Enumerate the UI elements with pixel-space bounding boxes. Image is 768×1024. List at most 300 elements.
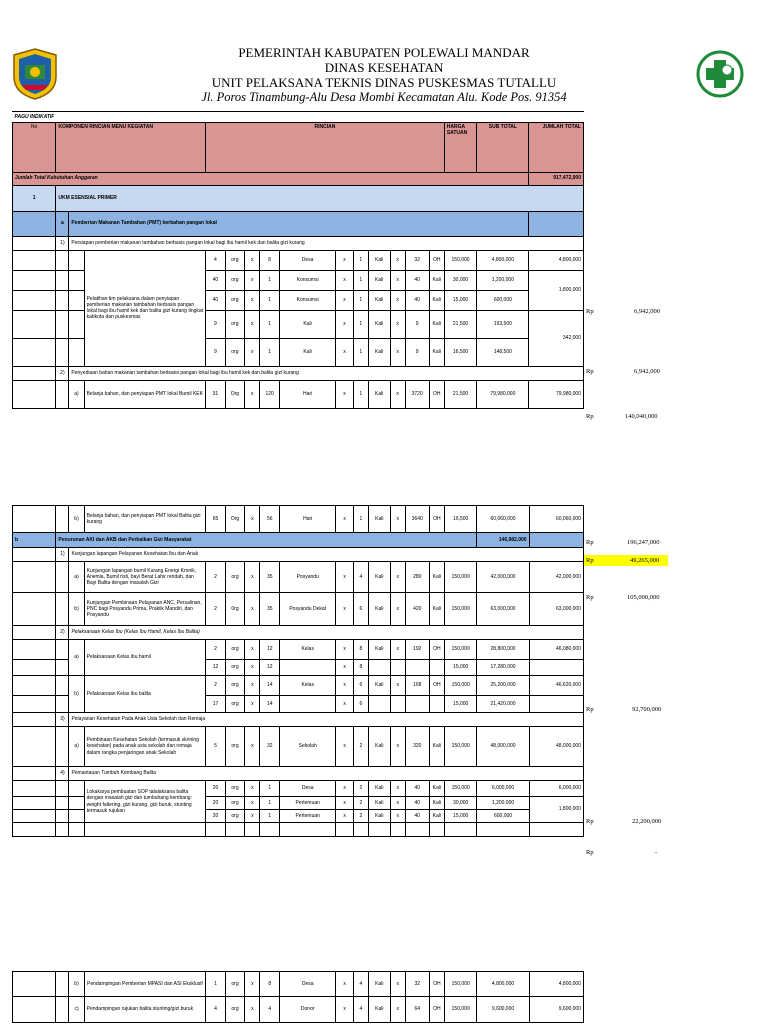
b2a-desc: Pelaksanaan Kelas ibu hamil — [84, 640, 206, 676]
b4-desc: Lokakarya pembuatan SOP tatalaksana balita dengan masalah gizi dan tumbuhang kembang: weight faltering, gizi kurang, gizi buruk, stunting termasuk rujukan — [84, 781, 206, 823]
side-rp: Rp — [586, 557, 594, 564]
cell: 4 — [353, 562, 368, 593]
cell: x — [390, 797, 405, 810]
cell: Desa — [279, 250, 335, 270]
cell — [429, 660, 444, 676]
cell: x — [245, 380, 260, 408]
cell: x — [390, 810, 405, 823]
b1-label: Kunjungan lapangan Pelayanan Kesehatan Ibu dan Anak — [69, 548, 584, 562]
side-rp: Rp — [586, 368, 594, 375]
side-rp: Rp — [586, 706, 594, 713]
cell: x — [336, 727, 353, 767]
side-value-6: 105,000,000 — [627, 594, 660, 601]
cell: 17 — [206, 696, 226, 713]
total-value: 917,472,000 — [529, 172, 584, 185]
cell: Donor — [279, 997, 335, 1023]
cell: x — [390, 380, 405, 408]
b5c-no: c) — [69, 997, 84, 1023]
cell: 320 — [405, 727, 429, 767]
cell: org — [225, 696, 245, 713]
cell: x — [336, 250, 353, 270]
cell: org — [225, 727, 245, 767]
cell: x — [245, 593, 260, 626]
side-rp: Rp — [586, 818, 594, 825]
cell: 3640 — [405, 506, 429, 533]
side-value-8: 22,200,000 — [632, 818, 662, 825]
cell: org — [225, 660, 245, 676]
s2a-no: a) — [69, 380, 84, 408]
side-value-4: 196,247,000 — [627, 539, 660, 546]
cell: x — [336, 310, 353, 338]
cell: x — [390, 781, 405, 797]
b4-jumlah-1: 6,000,000 — [529, 781, 583, 797]
b5c-jumlah: 9,600,000 — [529, 997, 583, 1023]
cell — [279, 696, 335, 713]
cell: 6 — [353, 676, 368, 696]
cell: Pertemuan — [279, 810, 335, 823]
cell: OH — [429, 506, 444, 533]
cell: 12 — [260, 640, 280, 660]
b5c-desc: Pendampingan rujukan balita stunting/gizi buruk — [84, 997, 206, 1023]
cell: Posyandu — [279, 562, 335, 593]
b5b-desc: Pendampingan Pemberian MPASI dan ASI Eksklusif — [84, 972, 206, 997]
cell: x — [390, 593, 405, 626]
cell: x — [336, 676, 353, 696]
cell: Kali — [429, 810, 444, 823]
cell: Kelas — [279, 676, 335, 696]
cell: 1 — [260, 810, 280, 823]
cell: 63,000,000 — [477, 593, 529, 626]
cell: 40 — [405, 270, 429, 290]
cell: x — [390, 310, 405, 338]
cell: x — [245, 727, 260, 767]
cell: Kali — [368, 640, 390, 660]
pagu-label: PAGU INDIKATIF — [14, 113, 55, 120]
cell: Sekolah — [279, 727, 335, 767]
cell: 4 — [206, 997, 226, 1023]
side-value-1: 6,942,000 — [634, 308, 660, 315]
cell: OH — [429, 997, 444, 1023]
cell: Kali — [368, 290, 390, 310]
cell: x — [390, 290, 405, 310]
cell: 150,000 — [444, 562, 477, 593]
cell: x — [336, 797, 353, 810]
header-line-4: Jl. Poros Tinambung-Alu Desa Mombi Kecamatan Alu. Kode Pos. 91354 — [201, 90, 567, 104]
s2-no: 2) — [56, 366, 69, 380]
b1b-desc: Kunjungan Pembinaan Pelayanan ANC, Persalinan, PNC bagi Posyandu Prima, Prakiik Mandiri, dan Posyandu — [84, 593, 206, 626]
cell: 32 — [260, 727, 280, 767]
cell: Kali — [279, 310, 335, 338]
cell: 1 — [260, 781, 280, 797]
b4-no: 4) — [56, 767, 69, 781]
cell: 20 — [206, 781, 226, 797]
cell: x — [245, 250, 260, 270]
cell: 31 — [206, 380, 226, 408]
cell: 9 — [405, 338, 429, 366]
cell: Kelas — [279, 640, 335, 660]
cell: 0rg — [225, 593, 245, 626]
cell: x — [336, 781, 353, 797]
cell: x — [336, 338, 353, 366]
cell: 600,000 — [477, 810, 529, 823]
cell: 1 — [260, 797, 280, 810]
cell: Kali — [429, 781, 444, 797]
cell: 4 — [353, 997, 368, 1023]
b2b-no: b) — [69, 676, 84, 713]
b5b-no: b) — [69, 972, 84, 997]
cell: 16,500 — [444, 338, 477, 366]
cell: 420 — [405, 593, 429, 626]
s2a-jumlah: 79,980,000 — [529, 380, 584, 408]
b1a-desc: Kunjungan lapangan bumil Kurang Energi Kronik, Anemia, Bumil risti, bayi Berat Lahir rendah, dan Bayi Balita dengan masalah Gizi — [84, 562, 206, 593]
cell: x — [390, 676, 405, 696]
cell: x — [390, 338, 405, 366]
cell: 32 — [405, 972, 429, 997]
cell: 6,000,000 — [477, 781, 529, 797]
cell: 35 — [260, 562, 280, 593]
cell: x — [245, 797, 260, 810]
sec1-no: 1 — [13, 185, 56, 211]
cell: 120 — [260, 380, 280, 408]
cell: 40 — [206, 270, 226, 290]
cell: 15,000 — [444, 290, 477, 310]
cell: 21,500 — [444, 310, 477, 338]
cell: Hari — [279, 380, 335, 408]
cell: Desa — [279, 972, 335, 997]
cell: Posyandu Dekat — [279, 593, 335, 626]
side-value-5: 49,265,000 — [630, 557, 660, 564]
cell: 20 — [206, 810, 226, 823]
cell: 20 — [206, 797, 226, 810]
cell: 1 — [353, 506, 368, 533]
cell: 600,000 — [477, 290, 529, 310]
cell: org — [225, 972, 245, 997]
cell: x — [336, 562, 353, 593]
cell: Kali — [368, 727, 390, 767]
cell: 32 — [405, 250, 429, 270]
b3a-jumlah: 48,000,000 — [529, 727, 583, 767]
header-line-3: UNIT PELAKSANA TEKNIS DINAS PUSKESMAS TUTALLU — [211, 75, 557, 90]
cell: 1 — [260, 310, 280, 338]
b1b-jumlah: 63,000,000 — [529, 593, 583, 626]
cell: 1,200,000 — [477, 797, 529, 810]
cell: x — [245, 972, 260, 997]
cell: 1,200,000 — [477, 270, 529, 290]
cell: 42,000,000 — [477, 562, 529, 593]
cell: 12 — [206, 660, 226, 676]
cell: Kali — [429, 310, 444, 338]
cell: Kali — [368, 797, 390, 810]
s1-label: Persiapan pemberian makanan tambahan berbasis pangan lokal bagi ibu hamil kek dan balita gizi kurang — [69, 236, 584, 250]
cell: x — [245, 781, 260, 797]
cell: OH — [429, 640, 444, 660]
col-harga: HARGA SATUAN — [444, 122, 477, 172]
cell: 9 — [206, 310, 226, 338]
cell: x — [390, 972, 405, 997]
b2b-desc: Pelaksanaan Kelas ibu balita — [84, 676, 206, 713]
cell: Kali — [368, 676, 390, 696]
cell: 56 — [260, 506, 280, 533]
secB-label: Penurunan AKI dan AKB dan Perbaikan Gizi Masyarakat — [56, 533, 477, 548]
cell: 4 — [206, 250, 226, 270]
letterhead — [0, 0, 768, 112]
s2b-jumlah: 60,060,000 — [529, 506, 583, 533]
cell: org — [225, 997, 245, 1023]
col-komponen: KOMPONEN RINCIAN MENU KEGIATAN — [56, 122, 206, 172]
cell: x — [390, 640, 405, 660]
cell: 8 — [353, 640, 368, 660]
s2a-desc: Belanja bahan, dan penyiapan PMT lokal Bumil KEK — [84, 380, 206, 408]
cell — [368, 696, 390, 713]
cell: Konsumsi — [279, 290, 335, 310]
s1-jumlah-1: 4,800,000 — [529, 250, 584, 270]
side-value-3: 140,040,000 — [625, 413, 658, 420]
b1b-no: b) — [69, 593, 84, 626]
cell: 1 — [260, 338, 280, 366]
b3a-desc: Pembinaan Kesehatan Sekolah (termasuk skrining kesehatan) pada anak usia sekolah dan remaja dalam rangka penjaringan anak Sekolah — [84, 727, 206, 767]
cell: 5 — [206, 727, 226, 767]
cell: 4 — [353, 972, 368, 997]
cell: x — [336, 270, 353, 290]
cell: 21,500 — [444, 380, 477, 408]
health-cross-logo-icon — [694, 49, 746, 99]
cell: org — [225, 310, 245, 338]
cell: 150,000 — [444, 640, 477, 660]
cell: Kali — [368, 310, 390, 338]
cell: OH — [429, 972, 444, 997]
cell: 2 — [206, 562, 226, 593]
cell — [390, 660, 405, 676]
b2a-no: a) — [69, 640, 84, 676]
cell: 1 — [260, 270, 280, 290]
col-jumlah: JUMLAH TOTAL — [529, 122, 584, 172]
cell: 2 — [206, 593, 226, 626]
cell: 150,000 — [444, 593, 477, 626]
s1-jumlah-2: 1,800,000 — [529, 270, 584, 310]
b3a-no: a) — [69, 727, 84, 767]
cell: x — [336, 997, 353, 1023]
cell: x — [390, 562, 405, 593]
s2b-desc: Belanja bahan, dan penyiapan PMT lokal Balita gizi kurang — [84, 506, 206, 533]
cell: 14 — [260, 696, 280, 713]
cell: Kali — [368, 593, 390, 626]
side-rp: Rp — [586, 539, 594, 546]
cell: Kali — [279, 338, 335, 366]
cell: org — [225, 562, 245, 593]
cell: org — [225, 270, 245, 290]
cell: OH — [429, 380, 444, 408]
cell: org — [225, 640, 245, 660]
cell: x — [336, 290, 353, 310]
cell: 1 — [206, 972, 226, 997]
cell: 79,980,000 — [477, 380, 529, 408]
b2-label: Pelaksanaan Kelas Ibu (Kelas Ibu Hamil, Kelas Ibu Balita) — [69, 626, 584, 640]
cell: Kali — [429, 338, 444, 366]
cell: 4,800,000 — [477, 250, 529, 270]
b1a-no: a) — [69, 562, 84, 593]
cell: 192 — [405, 640, 429, 660]
cell: 8 — [260, 250, 280, 270]
cell: Kali — [368, 997, 390, 1023]
cell: 25,200,000 — [477, 676, 529, 696]
s1-no: 1) — [56, 236, 69, 250]
cell: 65 — [206, 506, 226, 533]
cell: org — [225, 290, 245, 310]
regency-emblem-icon — [10, 47, 60, 101]
cell: Kali — [429, 270, 444, 290]
cell: x — [245, 338, 260, 366]
secA-no: a — [56, 211, 69, 236]
total-label: Jumlah Total Kebutuhan Anggaran — [13, 172, 529, 185]
cell — [279, 660, 335, 676]
cell: 64 — [405, 997, 429, 1023]
cell: 4 — [260, 997, 280, 1023]
cell: x — [245, 290, 260, 310]
cell: 15,000 — [444, 696, 477, 713]
cell: x — [390, 506, 405, 533]
cell: 1 — [353, 338, 368, 366]
cell: x — [336, 810, 353, 823]
cell: 280 — [405, 562, 429, 593]
cell: Kali — [368, 338, 390, 366]
cell: x — [245, 660, 260, 676]
b2a-jumlah: 46,080,000 — [529, 640, 583, 660]
cell: 1 — [260, 290, 280, 310]
cell: OH — [429, 250, 444, 270]
cell: 40 — [405, 810, 429, 823]
cell: x — [390, 270, 405, 290]
cell: 2 — [206, 676, 226, 696]
cell: 30,000 — [444, 797, 477, 810]
b4-label: Pemantauan Tumbuh Kembang Balita — [69, 767, 584, 781]
cell: x — [336, 380, 353, 408]
cell: 9 — [206, 338, 226, 366]
cell: 1 — [353, 290, 368, 310]
side-rp: Rp — [586, 594, 594, 601]
side-rp: Rp — [586, 413, 594, 420]
cell: 21,420,000 — [477, 696, 529, 713]
cell: 150,000 — [444, 250, 477, 270]
cell: Pertemuan — [279, 797, 335, 810]
cell: 150,000 — [444, 997, 477, 1023]
cell: 168 — [405, 676, 429, 696]
cell: 150,000 — [444, 676, 477, 696]
cell: Kali — [368, 380, 390, 408]
cell: 17,280,000 — [477, 660, 529, 676]
cell: Kali — [368, 781, 390, 797]
col-subtotal: SUB TOTAL — [477, 122, 529, 172]
cell: x — [245, 506, 260, 533]
cell: Kali — [368, 250, 390, 270]
cell: 14 — [260, 676, 280, 696]
cell: 35 — [260, 593, 280, 626]
cell: x — [390, 997, 405, 1023]
b5b-jumlah: 4,800,000 — [529, 972, 583, 997]
secB-no: b — [13, 533, 56, 548]
cell: 1 — [353, 270, 368, 290]
cell: 2 — [353, 781, 368, 797]
cell: Kali — [368, 810, 390, 823]
cell: Kali — [368, 972, 390, 997]
cell: Konsumsi — [279, 270, 335, 290]
cell: 150,000 — [444, 781, 477, 797]
cell: Kali — [429, 797, 444, 810]
b3-no: 3) — [56, 713, 69, 727]
cell: 2 — [353, 797, 368, 810]
header-line-1: PEMERINTAH KABUPATEN POLEWALI MANDAR — [238, 45, 530, 60]
cell: 1 — [353, 310, 368, 338]
cell: 6 — [353, 593, 368, 626]
cell: Kali — [429, 562, 444, 593]
cell: 9,600,000 — [477, 997, 529, 1023]
cell: 150,000 — [444, 972, 477, 997]
cell: Kali — [368, 562, 390, 593]
cell: 40 — [405, 781, 429, 797]
cell: 2 — [206, 640, 226, 660]
cell: 6 — [353, 696, 368, 713]
cell: 148,500 — [477, 338, 529, 366]
secB-value: 146,982,000 — [477, 533, 529, 548]
col-no: No — [13, 122, 56, 172]
cell: Kali — [368, 270, 390, 290]
cell: 28,800,000 — [477, 640, 529, 660]
cell: x — [390, 250, 405, 270]
cell: 9 — [405, 310, 429, 338]
cell: Kali — [429, 290, 444, 310]
cell: org — [225, 250, 245, 270]
s1-desc: Pelatihan tim pelaksana dalam penyiapan pemberian makanan tambahan berbasis pangan lokal bagi ibu hamil kek dan balita gizi kurang tingkat kabkota dan puskesmas — [84, 250, 206, 366]
cell — [405, 696, 429, 713]
cell: Kali — [368, 506, 390, 533]
cell: x — [245, 640, 260, 660]
cell: x — [336, 972, 353, 997]
cell: 40 — [405, 290, 429, 310]
b1a-jumlah: 42,000,000 — [529, 562, 583, 593]
cell: Kali — [429, 727, 444, 767]
b3-label: Pelayanan Kesehatan Pada Anak Usia Sekolah dan Remaja — [69, 713, 584, 727]
cell: x — [245, 270, 260, 290]
cell: 30,000 — [444, 270, 477, 290]
cell: 8 — [353, 660, 368, 676]
cell — [405, 660, 429, 676]
cell: 40 — [405, 797, 429, 810]
cell: org — [225, 338, 245, 366]
sec1-label: UKM ESENSIAL PRIMER — [56, 185, 584, 211]
budget-table-part-3 — [12, 971, 584, 1023]
cell: 16,500 — [444, 506, 477, 533]
cell: 12 — [260, 660, 280, 676]
side-value-2: 6,942,000 — [634, 368, 660, 375]
cell: x — [245, 310, 260, 338]
cell: Org — [225, 380, 245, 408]
s2b-no: b) — [69, 506, 84, 533]
cell: 8 — [260, 972, 280, 997]
s2-label: Penyediaan bahan makanan tambahan berbasis pangan lokal bagi ibu hamil kek dan balita gizi kurang — [69, 366, 584, 380]
cell: x — [336, 506, 353, 533]
cell: org — [225, 797, 245, 810]
cell: 15,000 — [444, 660, 477, 676]
cell: x — [245, 676, 260, 696]
cell: org — [225, 781, 245, 797]
side-value-7: 92,700,000 — [632, 706, 662, 713]
cell: x — [336, 660, 353, 676]
b2b-jumlah: 46,620,000 — [529, 676, 583, 696]
side-value-9: - — [655, 849, 658, 856]
side-rp: Rp — [586, 308, 594, 315]
budget-table-part-1 — [12, 112, 584, 409]
cell: 40 — [206, 290, 226, 310]
b1-no: 1) — [56, 548, 69, 562]
